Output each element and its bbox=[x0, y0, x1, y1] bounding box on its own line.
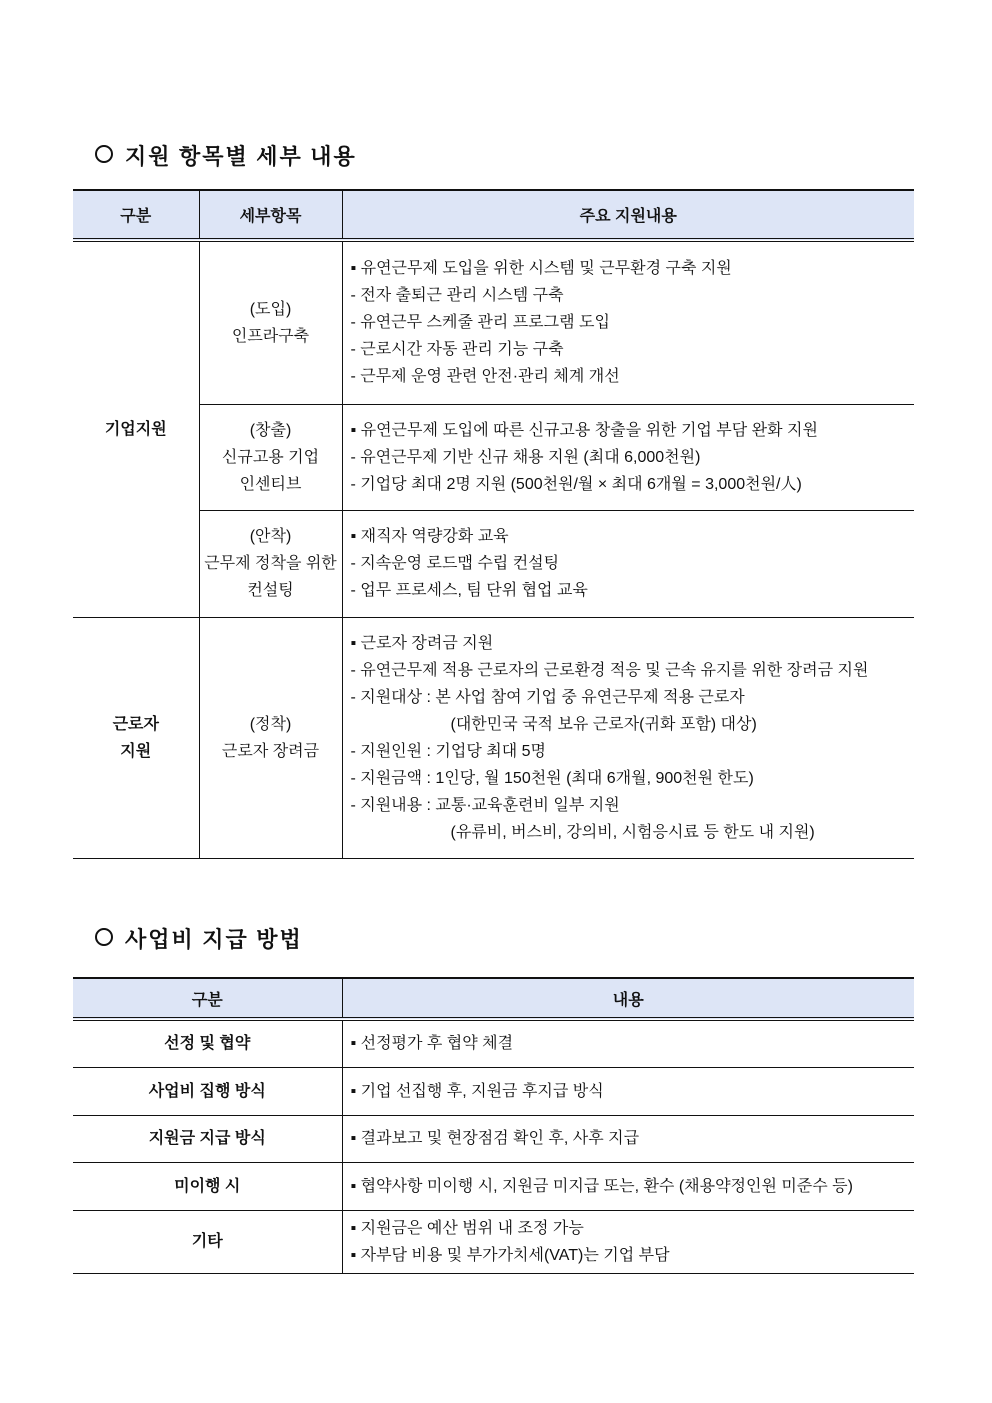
table-row bbox=[73, 1019, 914, 1067]
content-line: (유류비, 버스비, 강의비, 시험응시료 등 한도 내 지원) bbox=[450, 823, 815, 841]
row-label: 미이행 시 bbox=[73, 1162, 342, 1210]
content-line: ▪ 지원금은 예산 범위 내 조정 가능 bbox=[350, 1219, 584, 1237]
item-line: 신규고용 기업 bbox=[221, 448, 320, 466]
table-row bbox=[73, 1162, 914, 1210]
content-line: - 근무제 운영 관련 안전·관리 체계 개선 bbox=[350, 368, 620, 386]
section-title-text: 지원 항목별 세부 내용 bbox=[125, 144, 357, 169]
content-cell bbox=[342, 510, 914, 617]
item-line: (안착) bbox=[249, 528, 292, 545]
table-row bbox=[73, 510, 914, 617]
table-header-row bbox=[73, 190, 914, 240]
row-label: 선정 및 협약 bbox=[73, 1019, 342, 1067]
header-category: 구분 bbox=[73, 978, 342, 1019]
detail-item bbox=[199, 240, 342, 404]
group-line: 근로자 bbox=[112, 715, 159, 733]
circle-bullet-icon bbox=[95, 928, 113, 946]
content-line: - 지원금액 : 1인당, 월 150천원 (최대 6개월, 900천원 한도) bbox=[350, 769, 754, 787]
content-line: - 지원내용 : 교통·교육훈련비 일부 지원 bbox=[350, 796, 620, 814]
item-line: 근로자 장려금 bbox=[221, 742, 320, 760]
content-cell bbox=[342, 1162, 914, 1210]
content-line: - 유연근무제 적용 근로자의 근로환경 적응 및 근속 유지를 위한 장려금 지원 bbox=[350, 661, 869, 679]
content-cell bbox=[342, 1019, 914, 1067]
group-line: 지원 bbox=[120, 742, 152, 760]
content-line: - 지원인원 : 기업당 최대 5명 bbox=[350, 742, 546, 760]
content-line: ▪ 근로자 장려금 지원 bbox=[350, 634, 494, 652]
detail-item bbox=[199, 617, 342, 858]
item-line: 인프라구축 bbox=[231, 327, 310, 345]
item-line: (정착) bbox=[249, 715, 292, 733]
detail-item bbox=[199, 404, 342, 510]
content-line: - 유연근무 스케줄 관리 프로그램 도입 bbox=[350, 314, 610, 332]
section-title-support-details bbox=[95, 140, 357, 171]
header-category: 구분 bbox=[73, 190, 199, 240]
header-main-content: 주요 지원내용 bbox=[342, 190, 914, 240]
content-line: ▪ 선정평가 후 협약 체결 bbox=[350, 1035, 514, 1053]
content-line: - 지원대상 : 본 사업 참여 기업 중 유연근무제 적용 근로자 bbox=[350, 688, 745, 706]
content-line: - 유연근무제 기반 신규 채용 지원 (최대 6,000천원) bbox=[350, 448, 701, 466]
content-cell bbox=[342, 1067, 914, 1115]
content-line: - 업무 프로세스, 팀 단위 협업 교육 bbox=[350, 582, 588, 599]
content-cell bbox=[342, 404, 914, 510]
section-title-payment-method bbox=[95, 923, 303, 954]
row-label: 지원금 지급 방식 bbox=[73, 1115, 342, 1162]
item-line: 인센티브 bbox=[239, 475, 302, 493]
content-cell bbox=[342, 1115, 914, 1162]
group-company-support: 기업지원 bbox=[73, 240, 199, 617]
header-detail-item: 세부항목 bbox=[199, 190, 342, 240]
detail-item bbox=[199, 510, 342, 617]
content-cell bbox=[342, 617, 914, 858]
item-line: 컨설팅 bbox=[247, 582, 294, 599]
content-line: ▪ 자부담 비용 및 부가가치세(VAT)는 기업 부담 bbox=[350, 1246, 670, 1264]
group-worker-support bbox=[73, 617, 199, 858]
section-title-text: 사업비 지급 방법 bbox=[125, 927, 303, 952]
payment-method-table bbox=[73, 977, 914, 1274]
item-line: (창출) bbox=[249, 421, 292, 439]
content-line: ▪ 유연근무제 도입을 위한 시스템 및 근무환경 구축 지원 bbox=[350, 260, 732, 278]
content-line: ▪ 유연근무제 도입에 따른 신규고용 창출을 위한 기업 부담 완화 지원 bbox=[350, 421, 818, 439]
content-cell bbox=[342, 240, 914, 404]
content-line: (대한민국 국적 보유 근로자(귀화 포함) 대상) bbox=[450, 715, 757, 733]
content-cell bbox=[342, 1210, 914, 1273]
content-line: ▪ 재직자 역량강화 교육 bbox=[350, 528, 509, 545]
row-label: 사업비 집행 방식 bbox=[73, 1067, 342, 1115]
table-row bbox=[73, 1210, 914, 1273]
row-label: 기타 bbox=[73, 1210, 342, 1273]
table-row bbox=[73, 617, 914, 858]
content-line: ▪ 협약사항 미이행 시, 지원금 미지급 또는, 환수 (채용약정인원 미준수 등) bbox=[350, 1177, 853, 1195]
item-line: (도입) bbox=[249, 300, 292, 318]
header-content: 내용 bbox=[342, 978, 914, 1019]
content-line: - 지속운영 로드맵 수립 컨설팅 bbox=[350, 555, 560, 572]
content-line: ▪ 결과보고 및 현장점검 확인 후, 사후 지급 bbox=[350, 1130, 640, 1147]
content-line: - 근로시간 자동 관리 기능 구축 bbox=[350, 341, 564, 359]
content-line: ▪ 기업 선집행 후, 지원금 후지급 방식 bbox=[350, 1082, 604, 1100]
table-row bbox=[73, 240, 914, 404]
table-row bbox=[73, 404, 914, 510]
support-details-table bbox=[73, 189, 914, 859]
item-line: 근무제 정착을 위한 bbox=[204, 555, 337, 572]
circle-bullet-icon bbox=[95, 145, 113, 163]
content-line: - 전자 출퇴근 관리 시스템 구축 bbox=[350, 287, 564, 305]
content-line: - 기업당 최대 2명 지원 (500천원/월 × 최대 6개월 = 3,000천원/人) bbox=[350, 475, 802, 493]
table-row bbox=[73, 1115, 914, 1162]
table-row bbox=[73, 1067, 914, 1115]
table-header-row bbox=[73, 978, 914, 1019]
